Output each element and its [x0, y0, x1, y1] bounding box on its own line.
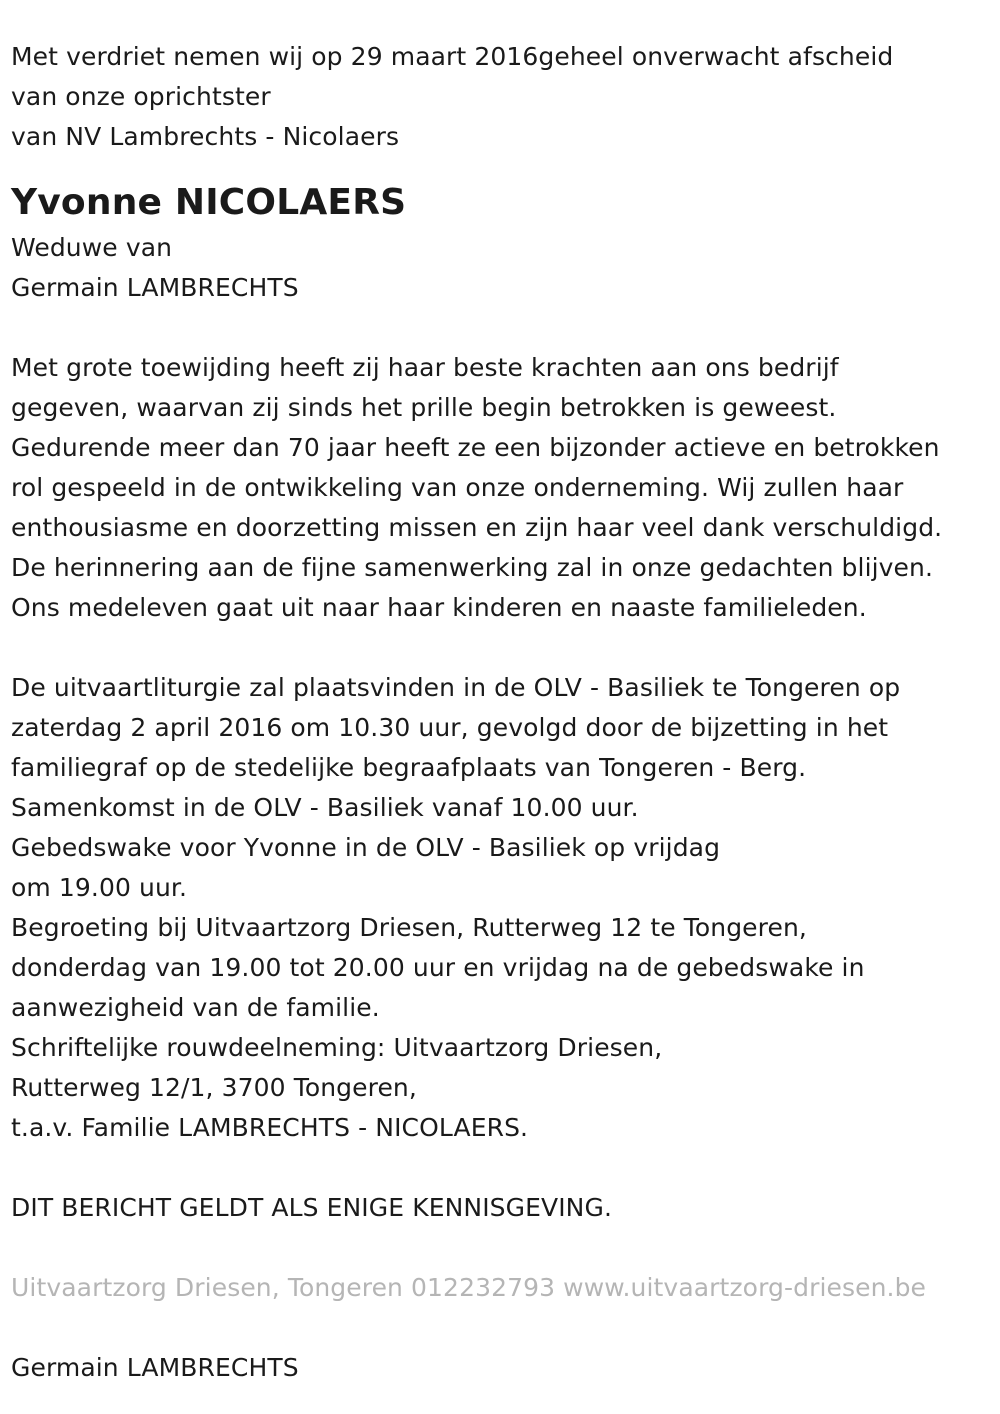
arrangements-line: familiegraf op de stedelijke begraafplaats van Tongeren - Berg.: [11, 753, 807, 782]
arrangements-line: om 19.00 uur.: [11, 873, 188, 902]
spacer: [11, 1308, 996, 1348]
intro-line: van NV Lambrechts - Nicolaers: [11, 122, 400, 151]
arrangements-section: [11, 668, 996, 1148]
arrangements-line: Rutterweg 12/1, 3700 Tongeren,: [11, 1073, 417, 1102]
relation-section: [11, 228, 996, 308]
tribute-line: gegeven, waarvan zij sinds het prille begin betrokken is geweest.: [11, 393, 837, 422]
intro-line: Met verdriet nemen wij op 29 maart 2016geheel onverwacht afscheid: [11, 42, 894, 71]
intro-section: [11, 37, 996, 157]
arrangements-line: Schriftelijke rouwdeelneming: Uitvaartzorg Driesen,: [11, 1033, 663, 1062]
footer-name: Germain LAMBRECHTS: [11, 1353, 299, 1382]
tribute-line: rol gespeeld in de ontwikkeling van onze onderneming. Wij zullen haar: [11, 473, 904, 502]
arrangements-line: t.a.v. Familie LAMBRECHTS - NICOLAERS.: [11, 1113, 529, 1142]
spacer: [11, 1228, 996, 1268]
tribute-line: Gedurende meer dan 70 jaar heeft ze een bijzonder actieve en betrokken: [11, 433, 940, 462]
arrangements-line: Samenkomst in de OLV - Basiliek vanaf 10.00 uur.: [11, 793, 639, 822]
tribute-line: Ons medeleven gaat uit naar haar kinderen en naaste familieleden.: [11, 593, 867, 622]
arrangements-line: donderdag van 19.00 tot 20.00 uur en vrijdag na de gebedswake in: [11, 953, 865, 982]
spacer: [11, 1148, 996, 1188]
relation-line: Weduwe van: [11, 233, 173, 262]
tribute-line: enthousiasme en doorzetting missen en zijn haar veel dank verschuldigd.: [11, 513, 943, 542]
spacer: [11, 628, 996, 668]
funeral-home-footer: Uitvaartzorg Driesen, Tongeren 012232793 www.uitvaartzorg-driesen.be: [11, 1273, 927, 1302]
arrangements-line: zaterdag 2 april 2016 om 10.30 uur, gevolgd door de bijzetting in het: [11, 713, 889, 742]
arrangements-line: Gebedswake voor Yvonne in de OLV - Basiliek op vrijdag: [11, 833, 721, 862]
tribute-line: De herinnering aan de fijne samenwerking zal in onze gedachten blijven.: [11, 553, 934, 582]
arrangements-line: De uitvaartliturgie zal plaatsvinden in de OLV - Basiliek te Tongeren op: [11, 673, 901, 702]
intro-line: van onze oprichtster: [11, 82, 271, 111]
notice-text: DIT BERICHT GELDT ALS ENIGE KENNISGEVING.: [11, 1193, 612, 1222]
tribute-line: Met grote toewijding heeft zij haar beste krachten aan ons bedrijf: [11, 353, 839, 382]
obituary-document: [11, 37, 996, 1388]
relation-line: Germain LAMBRECHTS: [11, 273, 299, 302]
deceased-name: Yvonne NICOLAERS: [11, 182, 407, 223]
tribute-section: [11, 348, 996, 628]
spacer: [11, 308, 996, 348]
arrangements-line: aanwezigheid van de familie.: [11, 993, 380, 1022]
arrangements-line: Begroeting bij Uitvaartzorg Driesen, Rutterweg 12 te Tongeren,: [11, 913, 807, 942]
